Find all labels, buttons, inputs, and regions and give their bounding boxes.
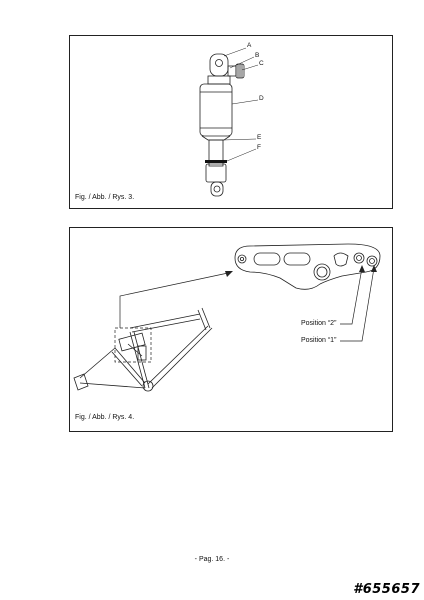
frame-linkage-drawing — [70, 228, 392, 431]
page-number: - Pag. 16. - — [194, 556, 230, 563]
document-stamp: #655657 — [353, 582, 420, 597]
position-2-label: Position “2” — [301, 320, 337, 327]
figure-3-panel — [69, 35, 393, 209]
position-1-label: Position “1” — [301, 337, 337, 344]
figure-4-panel — [69, 227, 393, 432]
bike-frame — [74, 308, 212, 391]
callout-f: F — [257, 144, 261, 151]
callout-d: D — [259, 95, 264, 102]
figure-3-caption: Fig. / Abb. / Rys. 3. — [75, 194, 135, 201]
shock-top-eyelet — [210, 54, 228, 76]
rocker-link — [235, 244, 380, 289]
callout-a: A — [247, 42, 252, 49]
callout-b: B — [255, 52, 260, 59]
callout-c: C — [259, 60, 264, 67]
rear-shock-drawing — [70, 36, 392, 208]
figure-4-caption: Fig. / Abb. / Rys. 4. — [75, 414, 135, 421]
callout-e: E — [257, 134, 262, 141]
shock-o-ring — [205, 160, 227, 163]
